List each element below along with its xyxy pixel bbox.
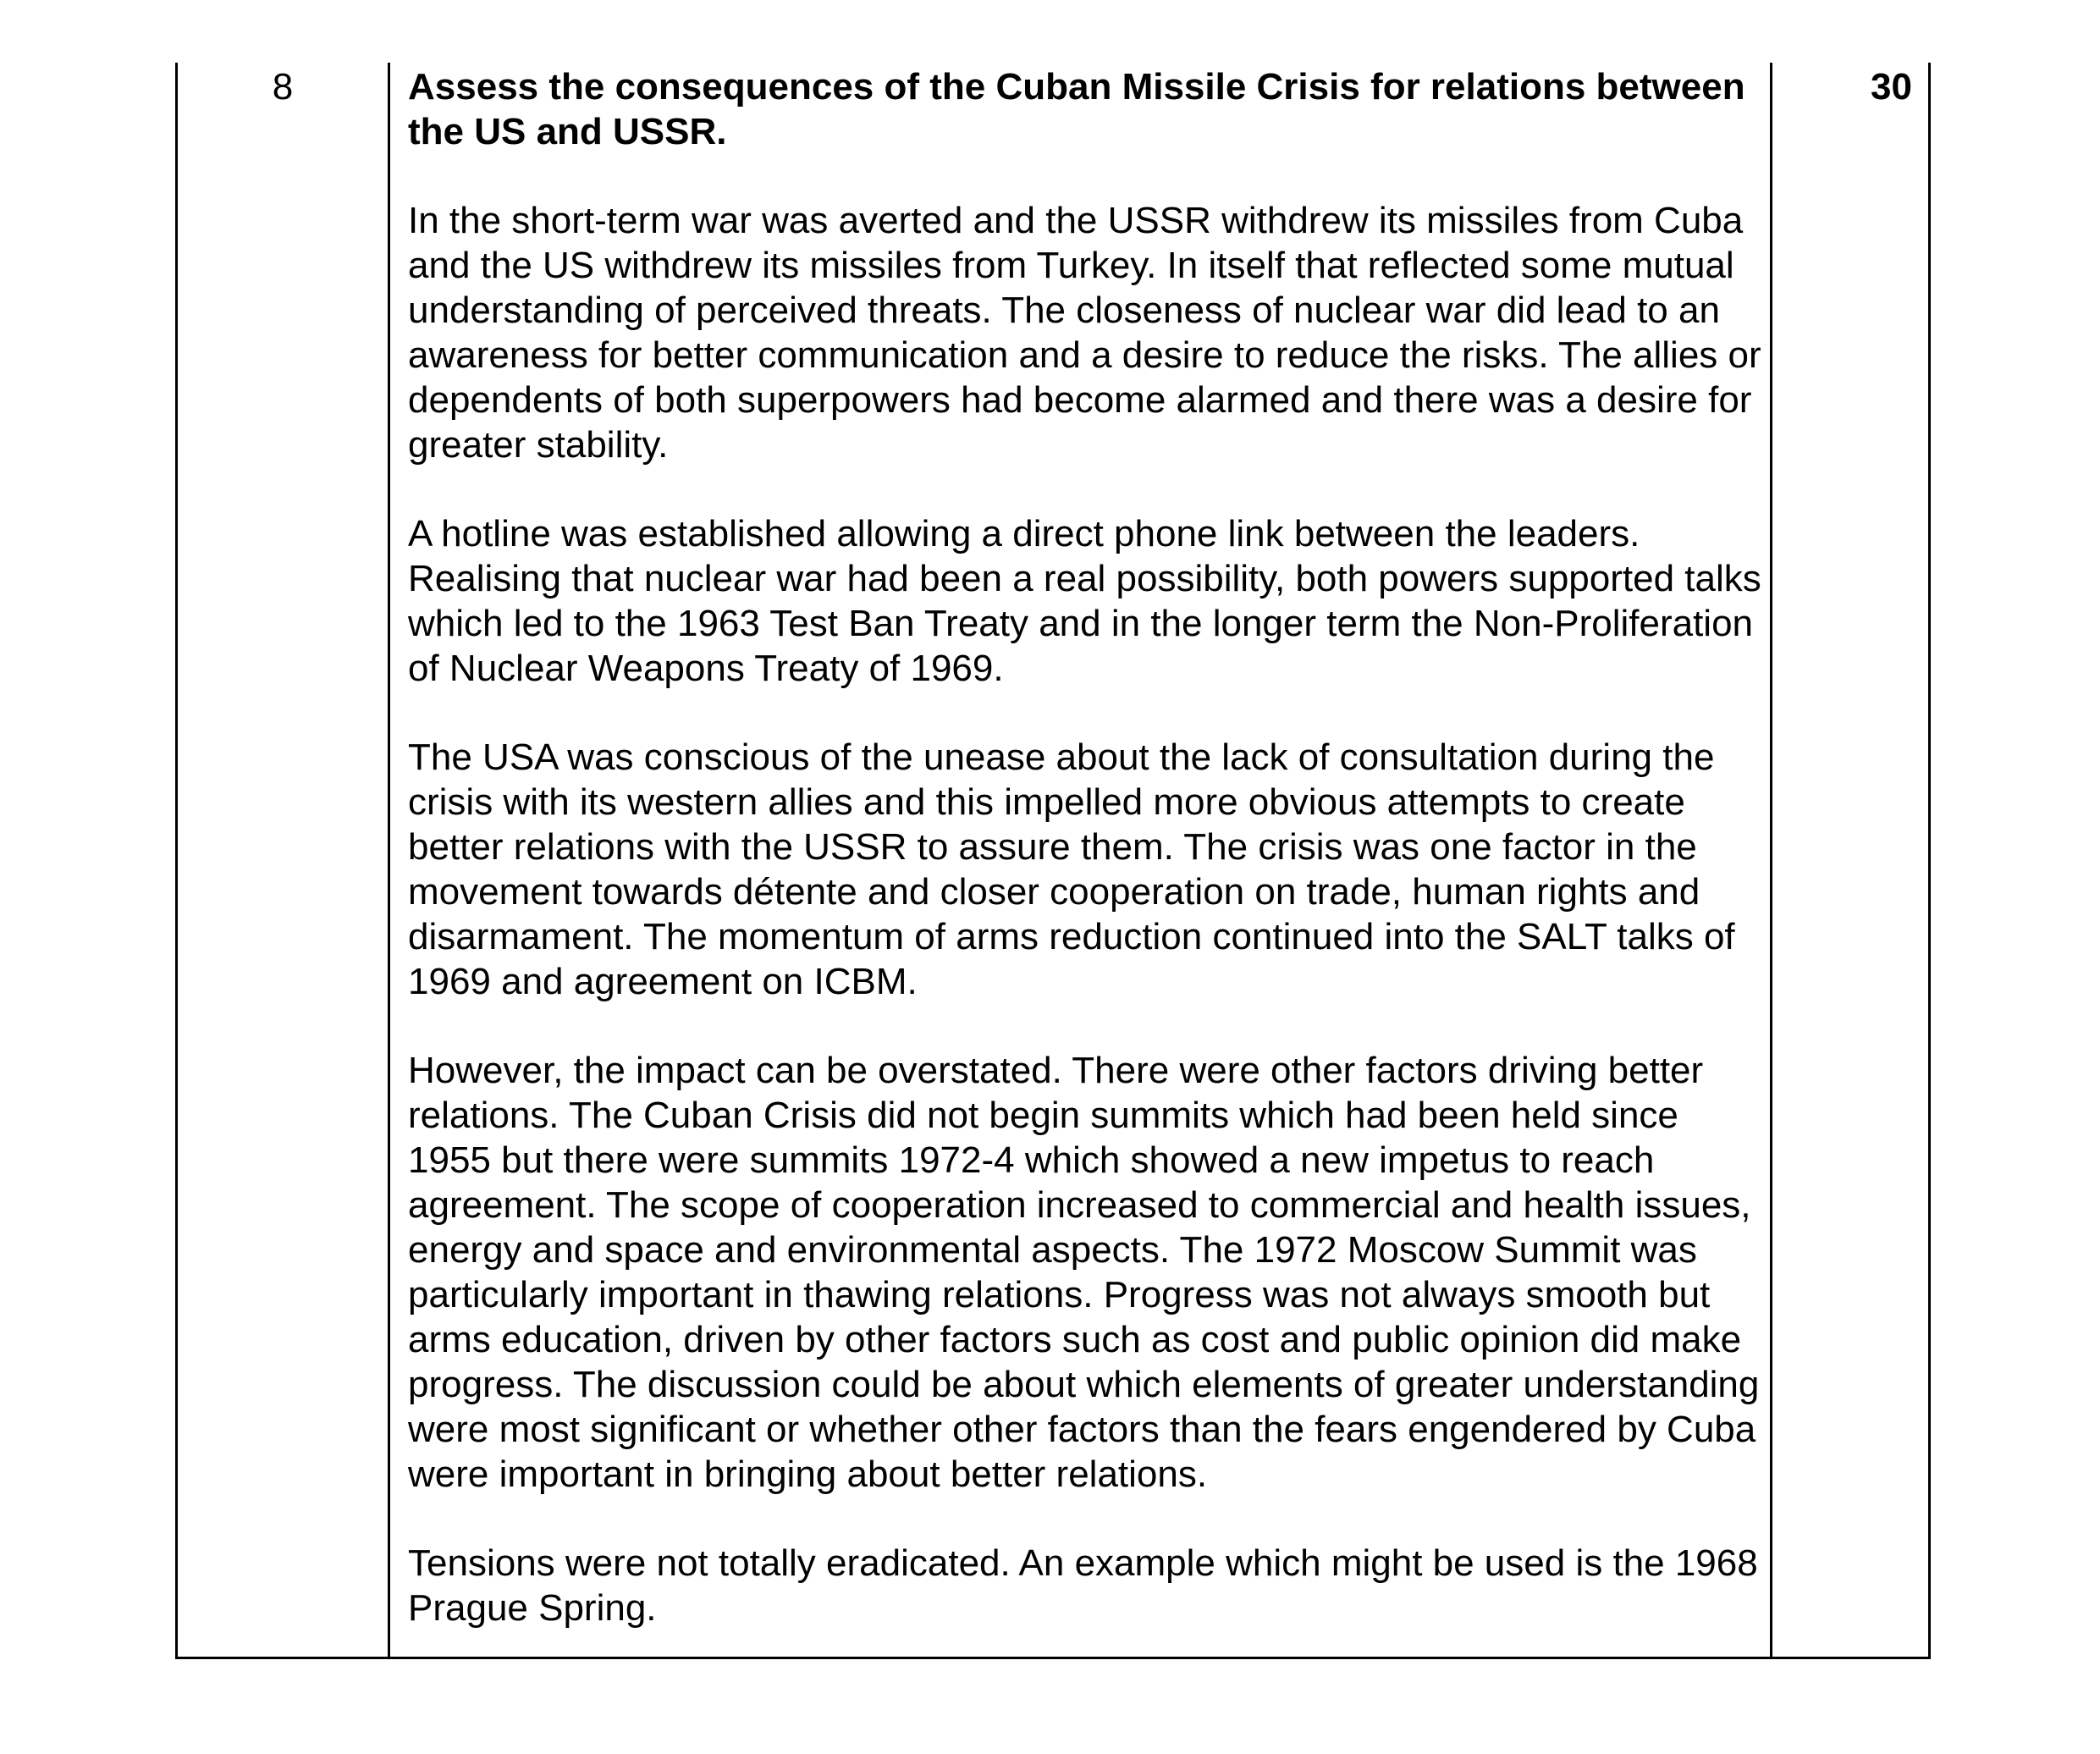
answer-paragraph: A hotline was established allowing a direct phone link between the leaders. Realising that nuclear war had been a real possibility, both powers supported talks which led to the 1963 Test Ban Treaty and in the longer term the Non-Proliferation of Nuclear Weapons Treaty of 1969. xyxy=(408,513,1761,689)
answer-paragraph: However, the impact can be overstated. There were other factors driving better relations. The Cuban Crisis did not begin summits which had been held since 1955 but there were summits 1972-4 which showed a new impetus to reach agreement. The scope of cooperation increased to commercial and health issues, energy and space and environmental aspects. The 1972 Moscow Summit was particularly important in thawing relations. Progress was not always smooth but arms education, driven by other factors such as cost and public opinion did make progress. The discussion could be about which elements of greater understanding were most significant or whether other factors than the fears engendered by Cuba were important in bringing about better relations. xyxy=(408,1050,1760,1495)
question-title: Assess the consequences of the Cuban Missile Crisis for relations between the US and USSR. xyxy=(408,66,1745,152)
question-content xyxy=(408,64,1762,1630)
column-divider xyxy=(388,63,390,1657)
marks-value: 30 xyxy=(1871,66,1912,108)
question-number: 8 xyxy=(272,66,294,108)
answer-paragraph: In the short-term war was averted and the USSR withdrew its missiles from Cuba and the US withdrew its missiles from Turkey. In itself that reflected some mutual understanding of perceived threats. The closeness of nuclear war did lead to an awareness for better communication and a desire to reduce the risks. The allies or dependents of both superpowers had become alarmed and there was a desire for greater stability. xyxy=(408,200,1761,466)
answer-paragraph: The USA was conscious of the unease about the lack of consultation during the crisis with its western allies and this impelled more obvious attempts to create better relations with the USSR to assure them. The crisis was one factor in the movement towards détente and closer cooperation on trade, human rights and disarmament. The momentum of arms reduction continued into the SALT talks of 1969 and agreement on ICBM. xyxy=(408,736,1735,1002)
answer-paragraph: Tensions were not totally eradicated. An example which might be used is the 1968 Prague Spring. xyxy=(408,1542,1758,1629)
column-divider xyxy=(1770,63,1772,1657)
mark-scheme-table xyxy=(175,63,1931,1659)
